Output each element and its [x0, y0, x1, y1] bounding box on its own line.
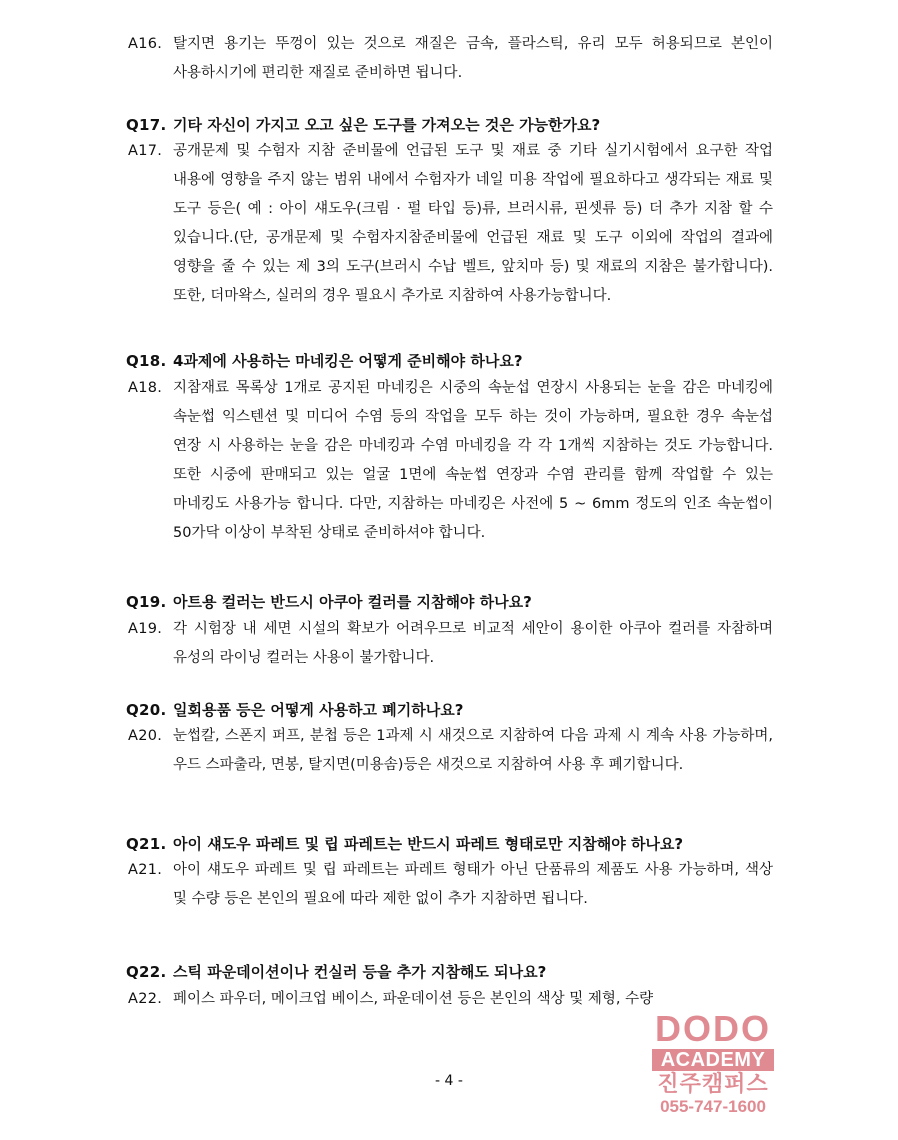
watermark-line-3: 진주캠퍼스	[657, 1071, 769, 1096]
question-text: 아이 섀도우 파레트 및 립 파레트는 반드시 파레트 형태로만 지참해야 하나요?	[173, 835, 684, 853]
answer-text: 탈지면 용기는 뚜껑이 있는 것으로 재질은 금속, 플라스틱, 유리 모두 허용되므로 본인이 사용하시기에 편리한 재질로 준비하면 됩니다.	[173, 36, 773, 81]
answer-label: A17.	[128, 143, 163, 159]
page-number: - 4 -	[435, 1073, 463, 1089]
question-text: 스틱 파운데이션이나 컨실러 등을 추가 지참해도 되나요?	[173, 963, 547, 981]
watermark-line-1: DODO	[655, 1008, 771, 1049]
question-text: 일회용품 등은 어떻게 사용하고 폐기하나요?	[173, 701, 464, 719]
answer-label: A22.	[128, 991, 163, 1007]
question-label: Q21.	[126, 835, 167, 853]
question-text: 기타 자신이 가지고 오고 싶은 도구를 가져오는 것은 가능한가요?	[173, 116, 601, 134]
answer-label: A18.	[128, 380, 163, 396]
answer-text: 아이 섀도우 파레트 및 립 파레트는 파레트 형태가 아닌 단품류의 제품도 사용 가능하며, 색상 및 수량 등은 본인의 필요에 따라 제한 없이 추가 지참하면 됩니다.	[173, 862, 773, 907]
question-label: Q18.	[126, 352, 167, 370]
answer-label: A19.	[128, 621, 163, 637]
question-q18	[0, 347, 898, 376]
answer-text: 공개문제 및 수험자 지참 준비물에 언급된 도구 및 재료 중 기타 실기시험에서 요구한 작업 내용에 영향을 주지 않는 범위 내에서 수험자가 네일 미용 작업에 필요하다고 생각되는 재료 및 도구 등은( 예 : 아이 섀도우(크림 · 펄 타입 등)류, 브러시류, 핀셋류 등) 더 추가 지참 할 수 있습니다.(단, 공개문제 및 수험자지참준비물에 언급된 재료 및 도구 이외에 작업의 결과에 영향을 줄 수 있는 제 3의 도구(브러시 수납 벨트, 앞치마 등) 및 재료의 지참은 불가합니다). 또한, 더마왁스, 실러의 경우 필요시 추가로 지참하여 사용가능합니다.	[173, 143, 773, 304]
question-q20	[0, 696, 898, 725]
answer-a20	[0, 722, 898, 780]
question-text: 아트용 컬러는 반드시 아쿠아 컬러를 지참해야 하나요?	[173, 593, 532, 611]
question-q21	[0, 830, 898, 859]
question-label: Q17.	[126, 116, 167, 134]
question-q19	[0, 588, 898, 617]
answer-a21	[0, 856, 898, 914]
answer-text: 페이스 파우더, 메이크업 베이스, 파운데이션 등은 본인의 색상 및 제형, 수량	[173, 991, 654, 1007]
answer-label: A16.	[128, 36, 163, 52]
answer-text: 지참재료 목록상 1개로 공지된 마네킹은 시중의 속눈섭 연장시 사용되는 눈을 감은 마네킹에 속눈썹 익스텐션 및 미디어 수염 등의 작업을 모두 하는 것이 가능하며, 필요한 경우 속눈섭 연장 시 사용하는 눈을 감은 마네킹과 수염 마네킹을 각 각 1개씩 지참하는 것도 가능합니다. 또한 시중에 판매되고 있는 얼굴 1면에 속눈썹 연장과 수염 관리를 함께 작업할 수 있는 마네킹도 사용가능 합니다. 다만, 지참하는 마네킹은 사전에 5 ~ 6mm 정도의 인조 속눈썹이 50가닥 이상이 부착된 상태로 준비하셔야 합니다.	[173, 380, 773, 541]
answer-a18	[0, 374, 898, 548]
answer-a17	[0, 137, 898, 311]
question-label: Q22.	[126, 963, 167, 981]
question-q22	[0, 958, 898, 987]
academy-watermark-logo	[652, 1008, 774, 1117]
question-label: Q20.	[126, 701, 167, 719]
question-q17	[0, 111, 898, 140]
answer-a19	[0, 615, 898, 673]
answer-label: A21.	[128, 862, 163, 878]
watermark-line-2: ACADEMY	[652, 1049, 774, 1071]
question-label: Q19.	[126, 593, 167, 611]
answer-text: 눈썹칼, 스폰지 퍼프, 분첩 등은 1과제 시 새것으로 지참하여 다음 과제 시 계속 사용 가능하며, 우드 스파출라, 면봉, 탈지면(미용솜)등은 새것으로 지참하여 사용 후 폐기합니다.	[173, 728, 773, 773]
answer-a16	[0, 30, 898, 88]
watermark-phone: 055-747-1600	[660, 1097, 766, 1116]
answer-label: A20.	[128, 728, 163, 744]
question-text: 4과제에 사용하는 마네킹은 어떻게 준비해야 하나요?	[173, 352, 523, 370]
answer-text: 각 시험장 내 세면 시설의 확보가 어려우므로 비교적 세안이 용이한 아쿠아 컬러를 자참하며 유성의 라이닝 컬러는 사용이 불가합니다.	[173, 621, 773, 666]
